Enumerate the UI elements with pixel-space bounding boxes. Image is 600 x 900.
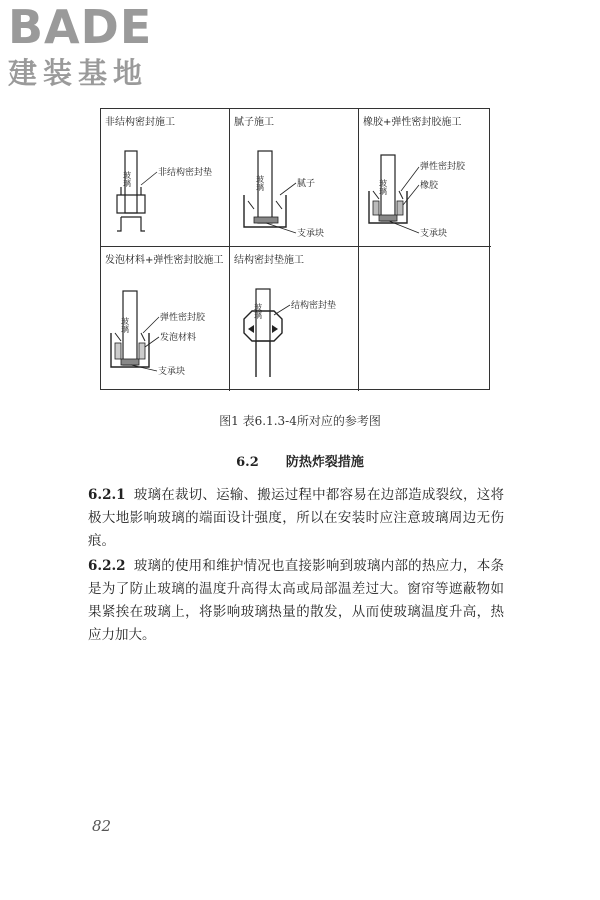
setting-block	[121, 359, 139, 365]
label-foam: 发泡材料	[160, 333, 197, 343]
clause-number: 6.2.1	[88, 487, 126, 503]
cell-title: 结构密封垫施工	[234, 255, 304, 266]
label-setting-block: 支承块	[420, 229, 448, 239]
clause-number: 6.2.2	[88, 558, 126, 574]
leader-line	[280, 183, 296, 195]
label-glass: 玻璃	[253, 303, 263, 319]
figure-cell-non-structural-gasket	[101, 109, 229, 246]
clause-text: 玻璃在裁切、运输、搬运过程中都容易在边部造成裂纹，这将极大地影响玻璃的端面设计强度，所以在安装时应注意玻璃周边无伤痕。	[88, 487, 504, 549]
label-gasket: 非结构密封垫	[158, 168, 213, 178]
label-glass: 玻璃	[378, 179, 388, 195]
paragraph-6-2-2	[88, 555, 504, 647]
frame-stem	[256, 341, 270, 377]
section-number: 6.2	[236, 455, 259, 470]
clause-text: 玻璃的使用和维护情况也直接影响到玻璃内部的热应力，本条是为了防止玻璃的温度升高得太高或局部温差过大。窗帘等遮蔽物如果紧挨在玻璃上，将影响玻璃热量的散发，从而使玻璃温度升高，热应力加大。	[88, 558, 504, 643]
foam-sealant-diagram	[101, 247, 229, 391]
structural-gasket-diagram	[230, 247, 358, 391]
leader-line	[145, 337, 159, 347]
label-setting-block: 支承块	[297, 229, 325, 239]
rubber	[397, 201, 403, 215]
section-heading	[0, 451, 600, 470]
figure-cell-foam-sealant	[101, 247, 229, 391]
foam	[115, 343, 121, 359]
leader-line	[401, 167, 419, 191]
logo-brand: BADE	[8, 0, 153, 54]
section-title: 防热炸裂措施	[285, 455, 364, 470]
reference-figure	[100, 108, 490, 390]
leader-line	[141, 172, 157, 185]
label-structural-gasket: 结构密封垫	[291, 301, 337, 311]
label-sealant: 弹性密封胶	[160, 313, 206, 323]
leader-line	[131, 365, 157, 371]
putty-diagram	[230, 109, 358, 246]
label-putty: 腻子	[297, 179, 316, 189]
page-number: 82	[92, 817, 112, 835]
label-sealant: 弹性密封胶	[420, 162, 466, 172]
leader-line	[403, 185, 419, 205]
cell-title: 非结构密封施工	[105, 117, 175, 128]
rubber	[373, 201, 379, 215]
leader-line	[266, 223, 296, 233]
logo	[8, 0, 183, 94]
figure-cell-empty	[359, 247, 491, 391]
logo-subtitle: 建装基地	[8, 56, 149, 90]
setting-block	[379, 215, 397, 221]
paragraph-6-2-1	[88, 484, 504, 553]
rubber-sealant-diagram	[359, 109, 491, 246]
label-glass: 玻璃	[122, 171, 132, 187]
label-setting-block: 支承块	[158, 367, 186, 377]
cell-title: 橡胶+弹性密封胶施工	[363, 117, 462, 128]
label-glass: 玻璃	[255, 175, 265, 191]
figure-cell-rubber-sealant	[359, 109, 491, 246]
setting-block	[254, 217, 278, 223]
label-glass: 玻璃	[120, 317, 130, 333]
label-rubber: 橡胶	[420, 181, 439, 191]
non-structural-gasket-diagram	[101, 109, 229, 246]
cell-title: 腻子施工	[234, 117, 274, 128]
cell-title: 发泡材料+弹性密封胶施工	[105, 255, 224, 266]
leader-line	[143, 317, 159, 333]
figure-cell-putty	[230, 109, 358, 246]
leader-line	[274, 305, 290, 315]
figure-cell-structural-gasket	[230, 247, 358, 391]
figure-caption: 图1 表6.1.3-4所对应的参考图	[219, 414, 381, 428]
frame-base	[117, 217, 145, 231]
foam	[139, 343, 145, 359]
